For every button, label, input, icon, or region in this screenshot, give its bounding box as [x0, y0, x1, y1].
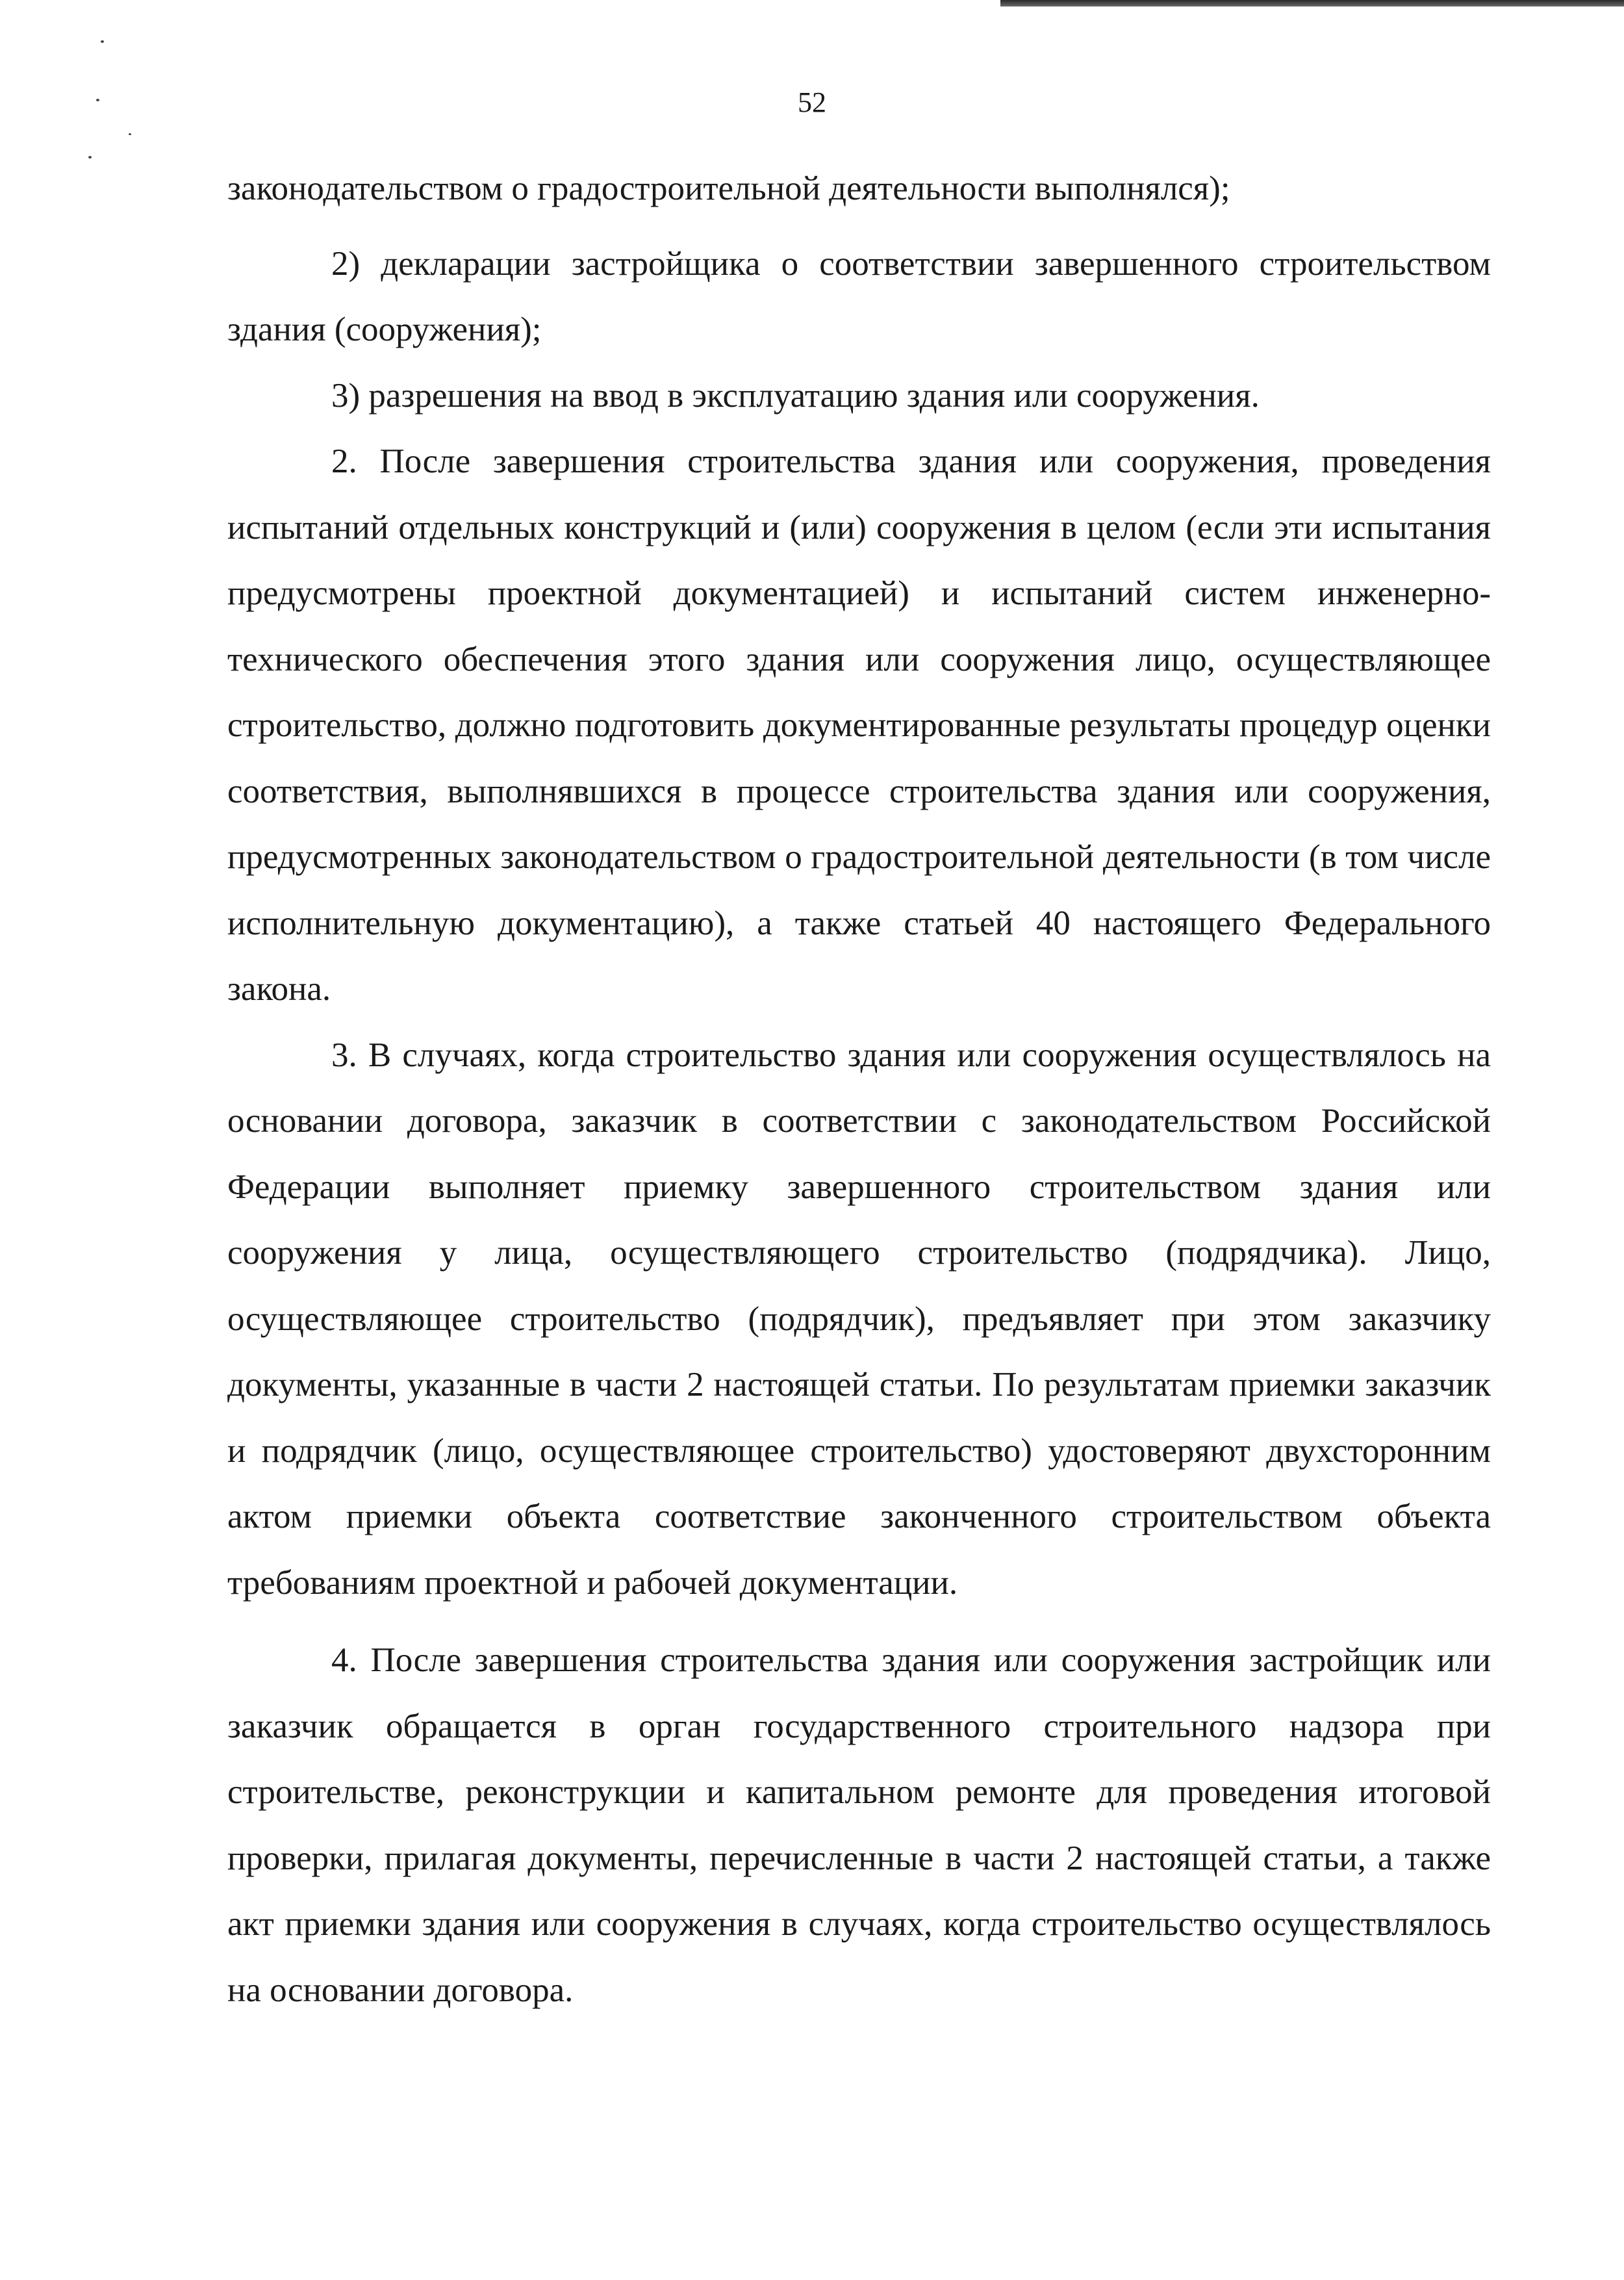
paragraph-list-item-3: 3) разрешения на ввод в эксплуатацию здания или сооружения.: [331, 376, 1260, 415]
scan-speck: [88, 156, 92, 159]
paragraph-continuation: законодательством о градостроительной деятельности выполнялся);: [227, 170, 1230, 207]
paragraph-list-item-2: 2) декларации застройщика о соответствии завершенного строительством здания (сооружения);: [227, 244, 1491, 348]
scan-speck: [129, 133, 131, 135]
scan-speck: [101, 40, 104, 43]
scan-top-edge: [1000, 0, 1624, 6]
paragraph-section-2: 2. После завершения строительства здания или сооружения, проведения испытаний отдельных конструкций и (или) сооружения в целом (если эти испытания предусмотрены проектной документацией) и испытаний систем инженерно-технического обеспечения этого здания или сооружения лицо, осуществляющее строительство, должно подготовить документированные результаты процедур оценки соответствия, выполнявшихся в процессе строительства здания или сооружения, предусмотренных законодательством о градостроительной деятельности (в том числе исполнительную документацию), а также статьей 40 настоящего Федерального закона.: [227, 442, 1491, 1008]
paragraph-section-4: 4. После завершения строительства здания или сооружения застройщик или заказчик обращается в орган государственного строительного надзора при строительстве, реконструкции и капитальном ремонте для проведения итоговой проверки, прилагая документы, перечисленные в части 2 настоящей статьи, а также акт приемки здания или сооружения в случаях, когда строительство осуществлялось на основании договора.: [227, 1641, 1491, 2009]
document-body: [227, 156, 1491, 2023]
page-number: 52: [798, 86, 826, 118]
paragraph-section-3: 3. В случаях, когда строительство здания или сооружения осуществлялось на основании договора, заказчик в соответствии с законодательством Российской Федерации выполняет приемку завершенного строительством здания или сооружения у лица, осуществляющего строительство (подрядчика). Лицо, осуществляющее строительство (подрядчик), предъявляет при этом заказчику документы, указанные в части 2 настоящей статьи. По результатам приемки заказчик и подрядчик (лицо, осуществляющее строительство) удостоверяют двухсторонним актом приемки объекта соответствие законченного строительством объекта требованиям проектной и рабочей документации.: [227, 1036, 1491, 1602]
